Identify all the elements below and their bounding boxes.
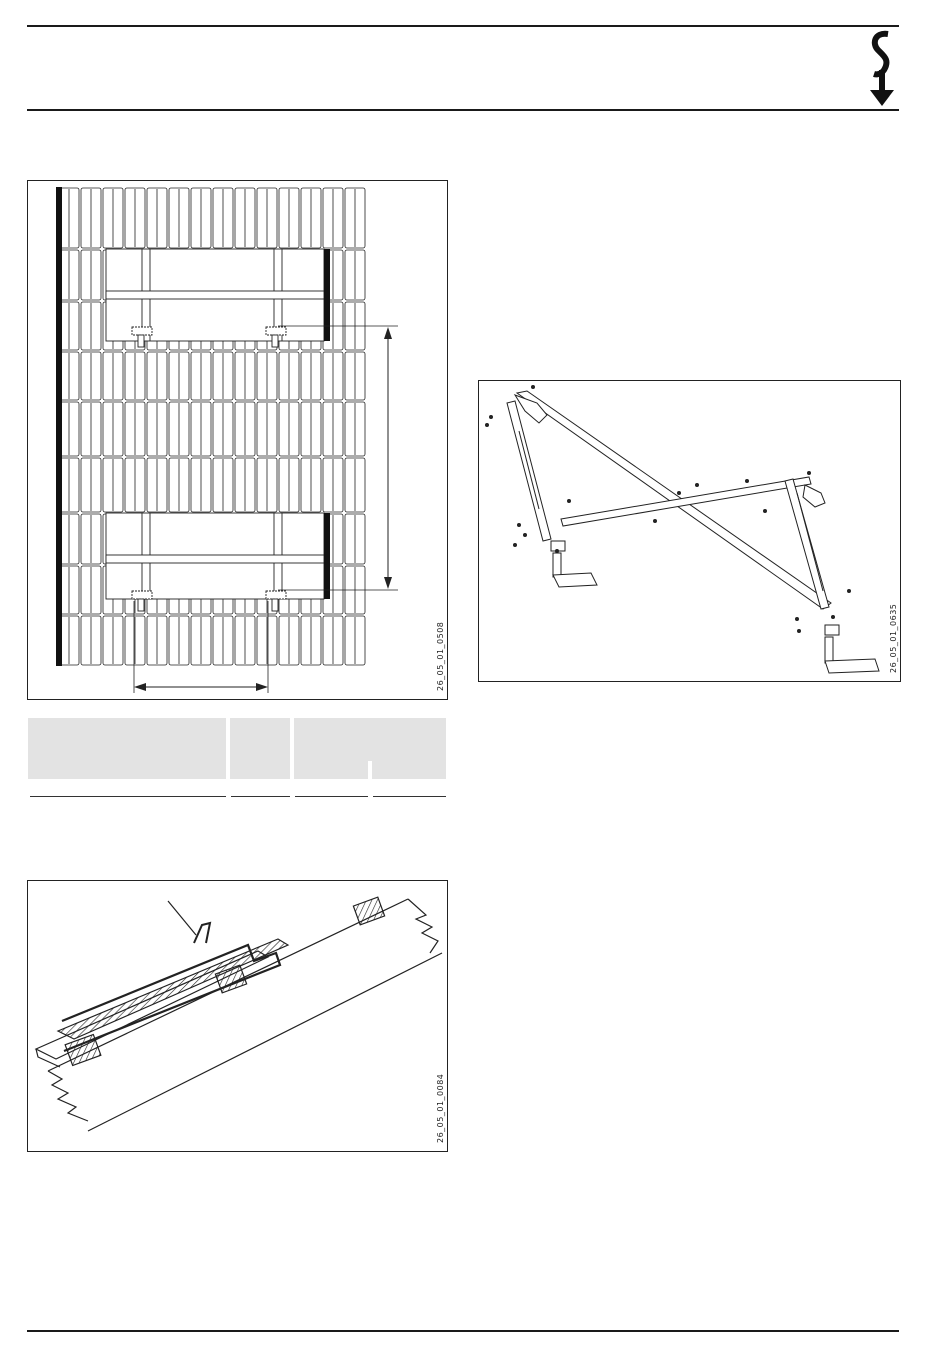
table-row-line-4: [373, 796, 446, 797]
table-row-line-2: [231, 796, 290, 797]
roof-hook-section-drawing: [28, 881, 447, 1151]
stiebel-eltron-logo: [862, 30, 902, 108]
table-header-cell-1: [28, 718, 226, 779]
table-header-cell-5: [372, 761, 446, 779]
table-header-cell-4: [294, 718, 446, 761]
mounting-frame-figure: [478, 380, 901, 682]
header-bottom-rule: [27, 109, 899, 111]
figure-id-roof-layout: 26_05_01_0508: [436, 621, 445, 691]
roof-tile-drawing: [28, 181, 447, 699]
table-row-line-3: [295, 796, 368, 797]
table-row-line-1: [30, 796, 226, 797]
header-top-rule: [27, 25, 899, 27]
roof-layout-figure: [27, 180, 448, 700]
footer-rule: [27, 1330, 899, 1332]
figure-id-mounting-frame: 26_05_01_0635: [889, 603, 898, 673]
roof-hook-section-figure: [27, 880, 448, 1152]
table-header-cell-2: [230, 718, 290, 779]
figure-id-roof-hook-section: 26_05_01_0084: [436, 1073, 445, 1143]
mounting-frame-drawing: [479, 381, 900, 681]
